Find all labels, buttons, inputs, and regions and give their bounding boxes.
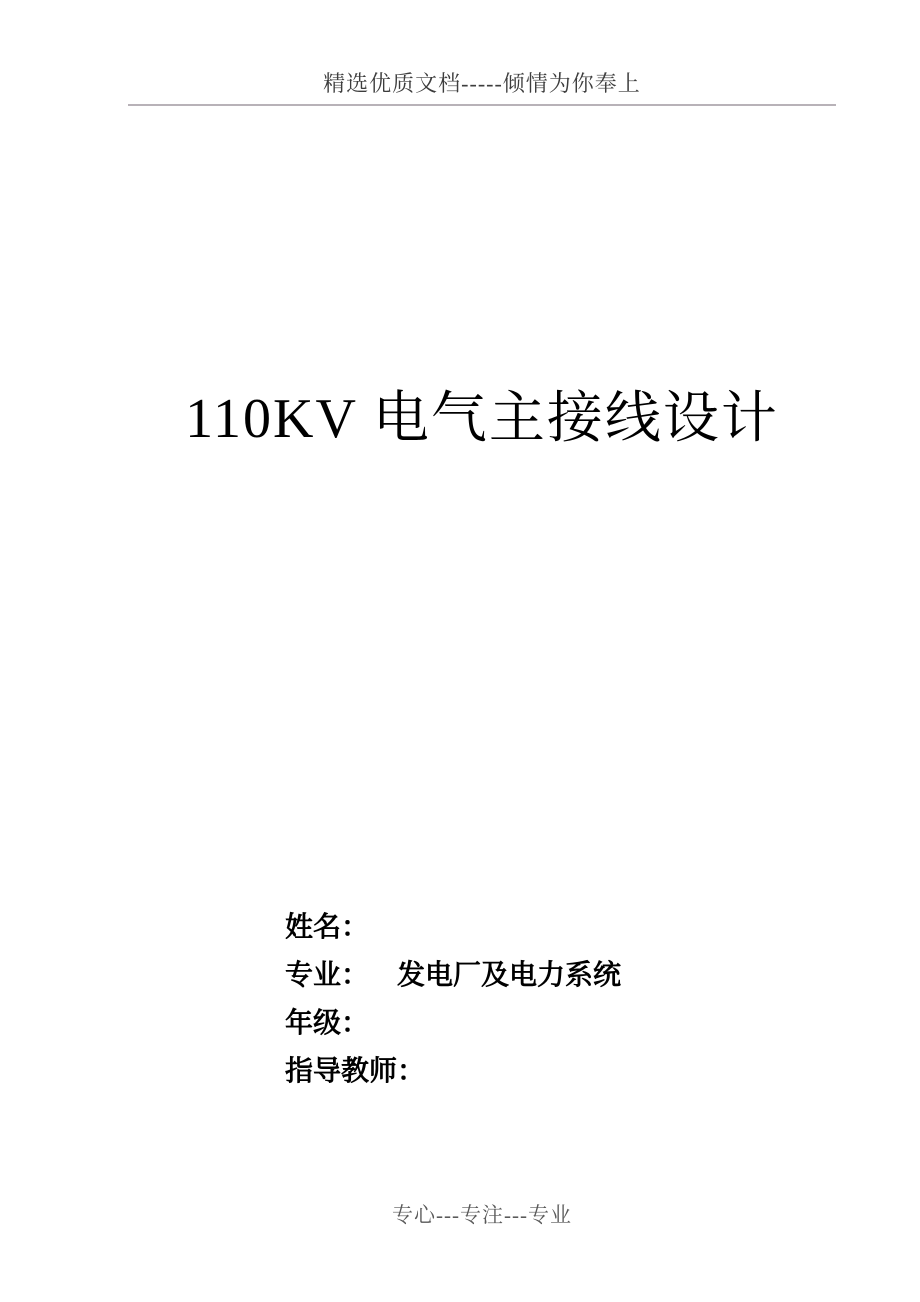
footer-text: 专心---专注---专业 xyxy=(392,1203,572,1227)
field-row-advisor xyxy=(285,1047,621,1095)
field-row-major xyxy=(285,951,621,999)
major-label: 专业： xyxy=(285,959,370,990)
grade-label: 年级： xyxy=(285,1007,370,1038)
header-text: 精选优质文档-----倾情为你奉上 xyxy=(323,71,641,96)
field-row-grade xyxy=(285,999,621,1047)
document-title: 110KV 电气主接线设计 xyxy=(185,388,779,450)
name-label: 姓名： xyxy=(285,911,370,942)
field-row-name xyxy=(285,903,621,951)
advisor-label: 指导教师： xyxy=(285,1055,426,1086)
cover-fields xyxy=(285,903,621,1095)
header-divider xyxy=(128,104,836,106)
major-value: 发电厂及电力系统 xyxy=(397,959,622,990)
